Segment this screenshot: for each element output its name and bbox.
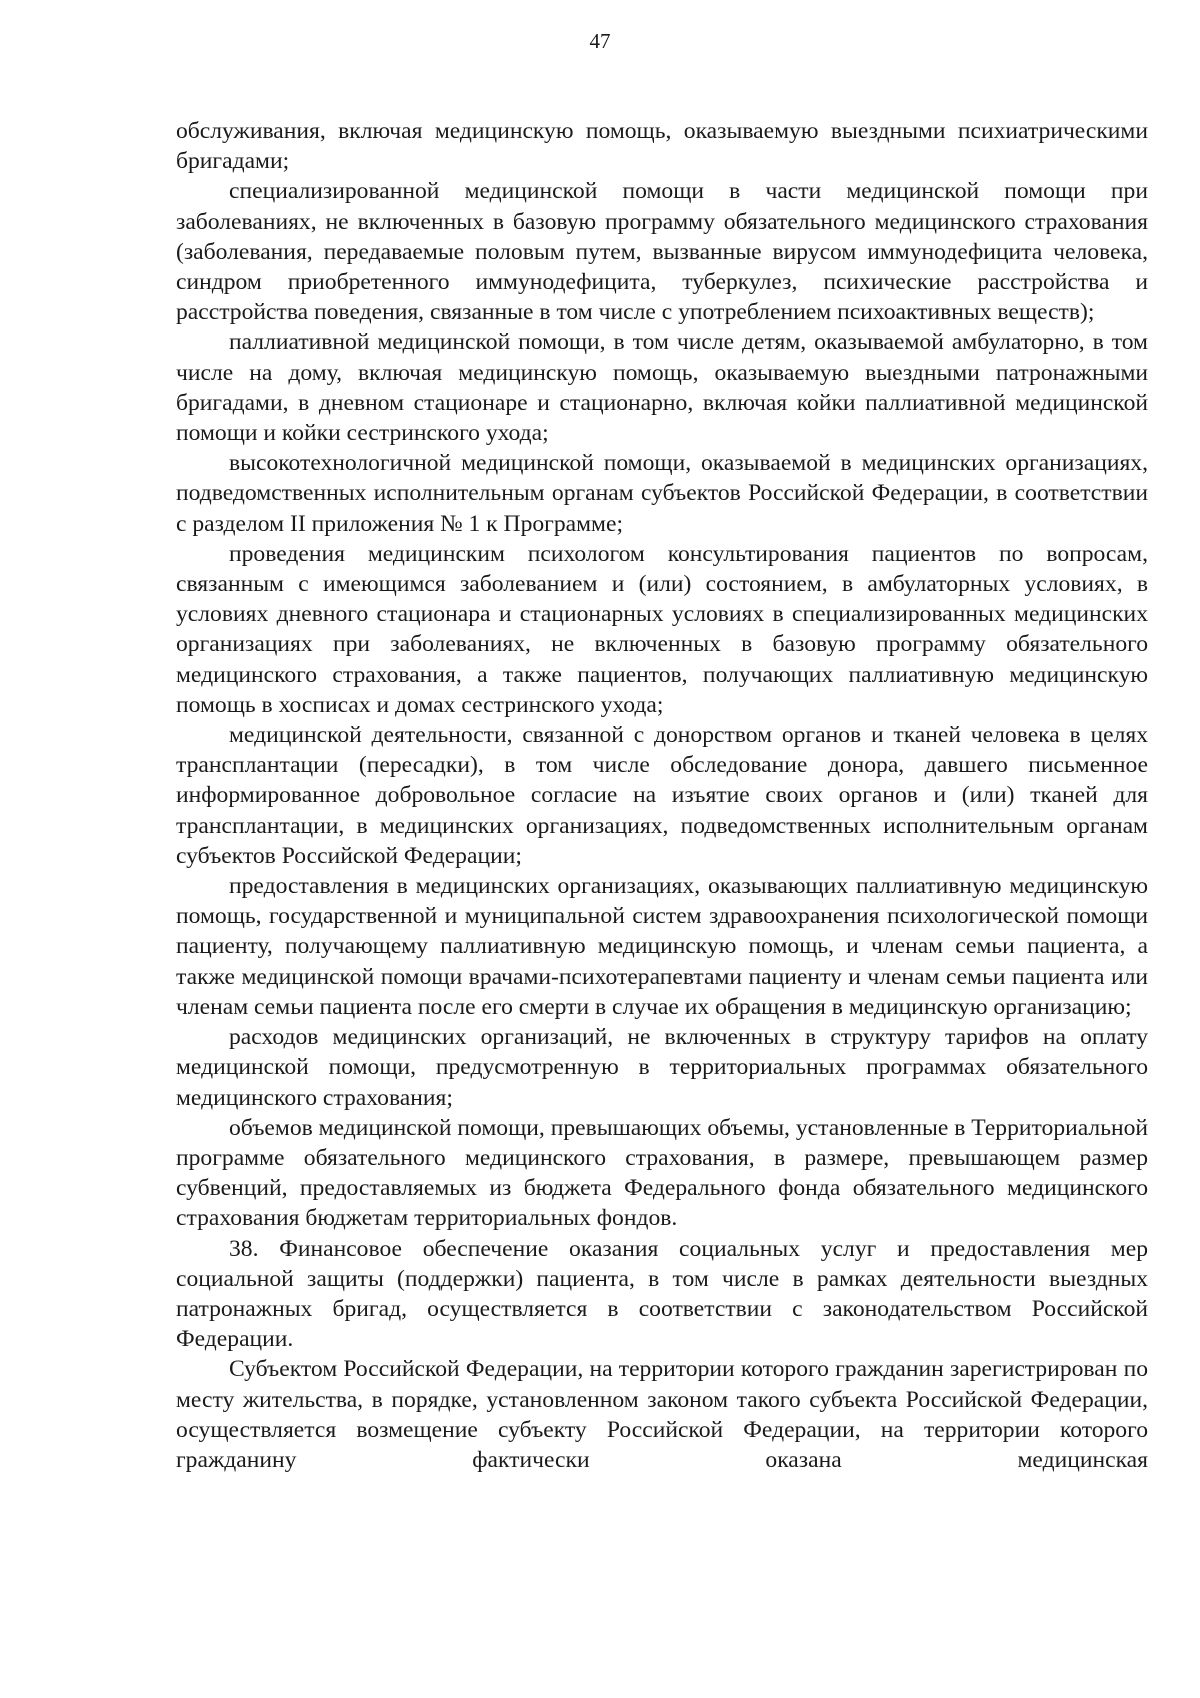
page-number: 47 bbox=[589, 29, 611, 53]
paragraph: высокотехнологичной медицинской помощи, оказываемой в медицинских организациях, подведомственных исполнительным органам субъектов Российской Федерации, в соответствии с разделом II приложения № 1 к Программе; bbox=[176, 450, 1148, 537]
paragraph: объемов медицинской помощи, превышающих объемы, установленные в Территориальной программе обязательного медицинского страхования, в размере, превышающем размер субвенций, предоставляемых из бюджета Федерального фонда обязательного медицинского страхования бюджетам территориальных фондов. bbox=[176, 1114, 1148, 1232]
paragraph: 38. Финансовое обеспечение оказания социальных услуг и предоставления мер социальной защиты (поддержки) пациента, в том числе в рамках деятельности выездных патронажных бригад, осуществляется в соответствии с законодательством Российской Федерации. bbox=[176, 1235, 1148, 1353]
paragraph: паллиативной медицинской помощи, в том числе детям, оказываемой амбулаторно, в том числе на дому, включая медицинскую помощь, оказываемую выездными патронажными бригадами, в дневном стационаре и стационарно, включая койки паллиативной медицинской помощи и койки сестринского ухода; bbox=[176, 329, 1148, 447]
paragraph: обслуживания, включая медицинскую помощь, оказываемую выездными психиатрическими бригадами; bbox=[176, 118, 1148, 175]
paragraph: медицинской деятельности, связанной с донорством органов и тканей человека в целях трансплантации (пересадки), в том числе обследование донора, давшего письменное информированное добровольное согласие на изъятие своих органов и (или) тканей для трансплантации, в медицинских организациях, подведомственных исполнительным органам субъектов Российской Федерации; bbox=[176, 722, 1148, 869]
paragraph: расходов медицинских организаций, не включенных в структуру тарифов на оплату медицинской помощи, предусмотренную в территориальных программах обязательного медицинского страхования; bbox=[176, 1024, 1148, 1111]
paragraph: специализированной медицинской помощи в части медицинской помощи при заболеваниях, не включенных в базовую программу обязательного медицинского страхования (заболевания, передаваемые половым путем, вызванные вирусом иммунодефицита человека, синдром приобретенного иммунодефицита, туберкулез, психические расстройства и расстройства поведения, связанные в том числе с употреблением психоактивных веществ); bbox=[176, 178, 1148, 326]
paragraph: проведения медицинским психологом консультирования пациентов по вопросам, связанным с имеющимся заболеванием и (или) состоянием, в амбулаторных условиях, в условиях дневного стационара и стационарных условиях в специализированных медицинских организациях при заболеваниях, не включенных в базовую программу обязательного медицинского страхования, а также пациентов, получающих паллиативную медицинскую помощь в хосписах и домах сестринского ухода; bbox=[176, 540, 1148, 718]
paragraph: Субъектом Российской Федерации, на территории которого гражданин зарегистрирован по месту жительства, в порядке, установленном законом такого субъекта Российской Федерации, осуществляется возмещение субъекту Российской Федерации, на территории которого гражданину фактически оказана медицинская bbox=[176, 1356, 1148, 1473]
document-body bbox=[176, 116, 1148, 1475]
paragraph: предоставления в медицинских организациях, оказывающих паллиативную медицинскую помощь, государственной и муниципальной систем здравоохранения психологической помощи пациенту, получающему паллиативную медицинскую помощь, и членам семьи пациента, а также медицинской помощи врачами-психотерапевтами пациенту и членам семьи пациента или членам семьи пациента после его смерти в случае их обращения в медицинскую организацию; bbox=[176, 873, 1148, 1020]
